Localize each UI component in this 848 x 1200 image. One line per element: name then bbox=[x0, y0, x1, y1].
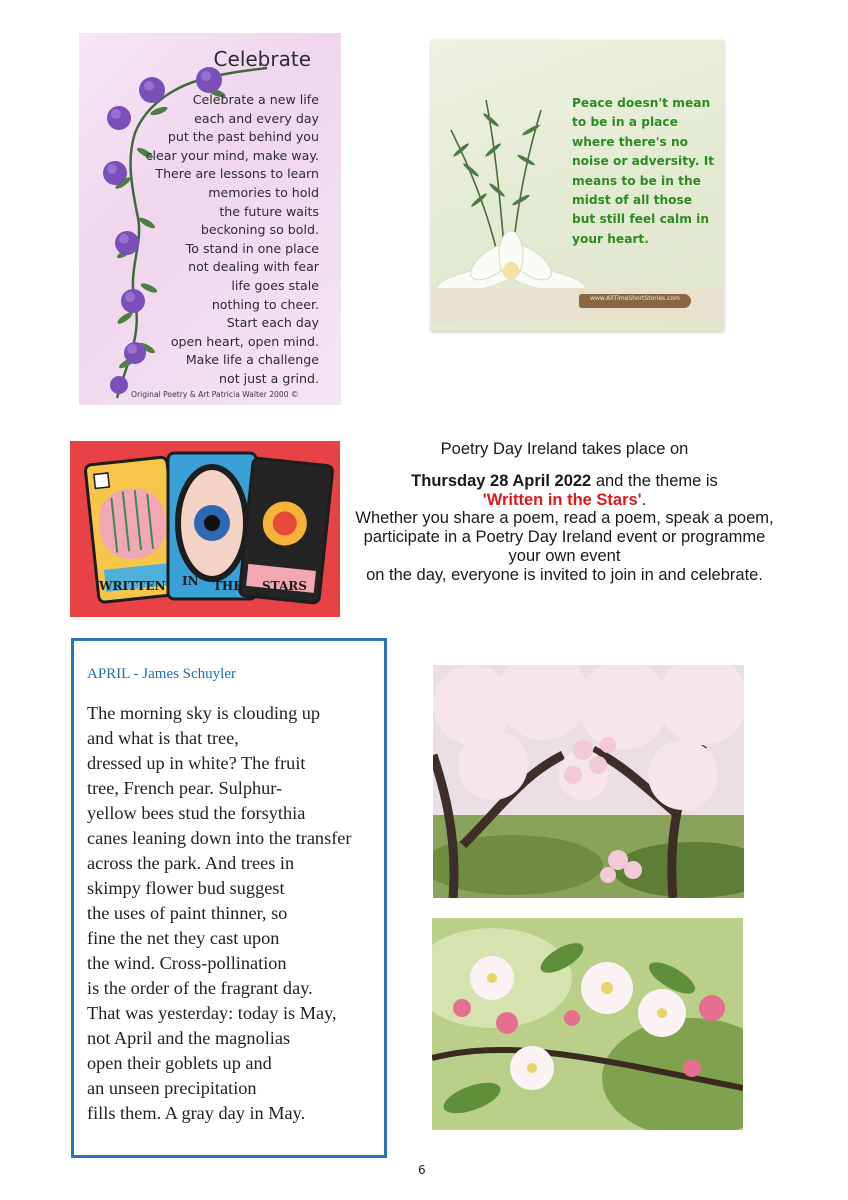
poem-line: clear your mind, make way. bbox=[145, 147, 319, 163]
apple-blossom-photo bbox=[432, 918, 743, 1130]
theme-end: . bbox=[641, 490, 647, 509]
poem-line: skimpy flower bud suggest bbox=[87, 878, 285, 898]
poetry-day-date-line bbox=[352, 472, 777, 491]
peace-quote-image bbox=[431, 40, 724, 331]
poem-line: fine the net they cast upon bbox=[87, 928, 280, 948]
poem-line: not just a grind. bbox=[219, 370, 319, 386]
celebrate-credit: Original Poetry & Art Patricia Walter 2000 © bbox=[131, 390, 299, 399]
poem-line: Celebrate a new life bbox=[192, 92, 319, 107]
poetry-day-date: Thursday 28 April 2022 bbox=[411, 471, 592, 490]
poem-line: the future waits bbox=[219, 203, 319, 219]
april-poem-box bbox=[71, 638, 387, 1158]
poem-line: To stand in one place bbox=[185, 240, 319, 256]
poem-line: and what is that tree, bbox=[87, 728, 239, 748]
poem-line: open heart, open mind. bbox=[170, 333, 319, 349]
poetry-day-body: Whether you share a poem, read a poem, speak a poem, participate in a Poetry Day Ireland event or programme your own event bbox=[355, 509, 774, 565]
peace-quote: Peace doesn't mean to be in a place where there's no noise or adversity. It means to be in the midst of all those but still feel calm in your heart. bbox=[572, 96, 715, 246]
poem-line: the wind. Cross-pollination bbox=[87, 953, 287, 973]
apple-blossoms-icon bbox=[432, 918, 743, 1130]
celebrate-poem-lines bbox=[146, 91, 319, 389]
poem-line: life goes stale bbox=[231, 277, 319, 293]
url-tag bbox=[579, 294, 691, 308]
stars-word: THE bbox=[213, 579, 243, 593]
poem-line: not April and the magnolias bbox=[87, 1028, 291, 1048]
celebrate-poem-image bbox=[79, 33, 341, 405]
poem-line: each and every day bbox=[194, 110, 319, 126]
source-url: www.AllTimeShortStories.com bbox=[590, 295, 680, 302]
stars-word: IN bbox=[182, 574, 199, 588]
poem-lines bbox=[87, 701, 351, 1126]
poem-line: yellow bees stud the forsythia bbox=[87, 803, 306, 823]
poetry-day-intro: Poetry Day Ireland takes place on bbox=[440, 440, 689, 458]
poem-line: memories to hold bbox=[208, 184, 319, 200]
stars-word: WRITTEN bbox=[99, 579, 166, 593]
poem-line: canes leaning down into the transfer bbox=[87, 828, 352, 848]
poetry-day-announcement bbox=[352, 440, 777, 585]
stars-word: STARS bbox=[262, 579, 307, 593]
written-in-the-stars-image bbox=[70, 441, 340, 617]
poem-heading: APRIL - James Schuyler bbox=[87, 666, 237, 682]
poem-line: is the order of the fragrant day. bbox=[87, 978, 313, 998]
celebrate-title: Celebrate bbox=[213, 47, 311, 71]
poem-line: the uses of paint thinner, so bbox=[87, 903, 288, 923]
poem-line: open their goblets up and bbox=[87, 1053, 272, 1073]
poem-line: dressed up in white? The fruit bbox=[87, 753, 306, 773]
poem-line: fills them. A gray day in May. bbox=[87, 1103, 306, 1123]
poem-line: There are lessons to learn bbox=[155, 166, 319, 182]
poetry-day-theme-line bbox=[352, 491, 777, 510]
poem-line: nothing to cheer. bbox=[211, 296, 319, 312]
poem-line: put the past behind you bbox=[167, 129, 319, 145]
poetry-day-body-end: on the day, everyone is invited to join in and celebrate. bbox=[366, 565, 763, 584]
theme-intro: and the theme is bbox=[591, 471, 718, 490]
poetry-day-theme: 'Written in the Stars' bbox=[482, 490, 642, 509]
cherry-trees-icon bbox=[433, 665, 744, 898]
cherry-blossom-photo bbox=[433, 665, 744, 898]
poem-line: not dealing with fear bbox=[188, 259, 319, 275]
poem-line: an unseen precipitation bbox=[87, 1078, 257, 1098]
poem-line: across the park. And trees in bbox=[87, 853, 295, 873]
poem-line: That was yesterday: today is May, bbox=[87, 1003, 337, 1023]
poem-line: tree, French pear. Sulphur- bbox=[87, 778, 283, 798]
poem-line: The morning sky is clouding up bbox=[87, 703, 321, 723]
poem-line: Make life a challenge bbox=[185, 352, 319, 368]
poem-line: beckoning so bold. bbox=[200, 222, 319, 238]
page-number: 6 bbox=[418, 1163, 426, 1177]
poem-line: Start each day bbox=[226, 315, 319, 331]
